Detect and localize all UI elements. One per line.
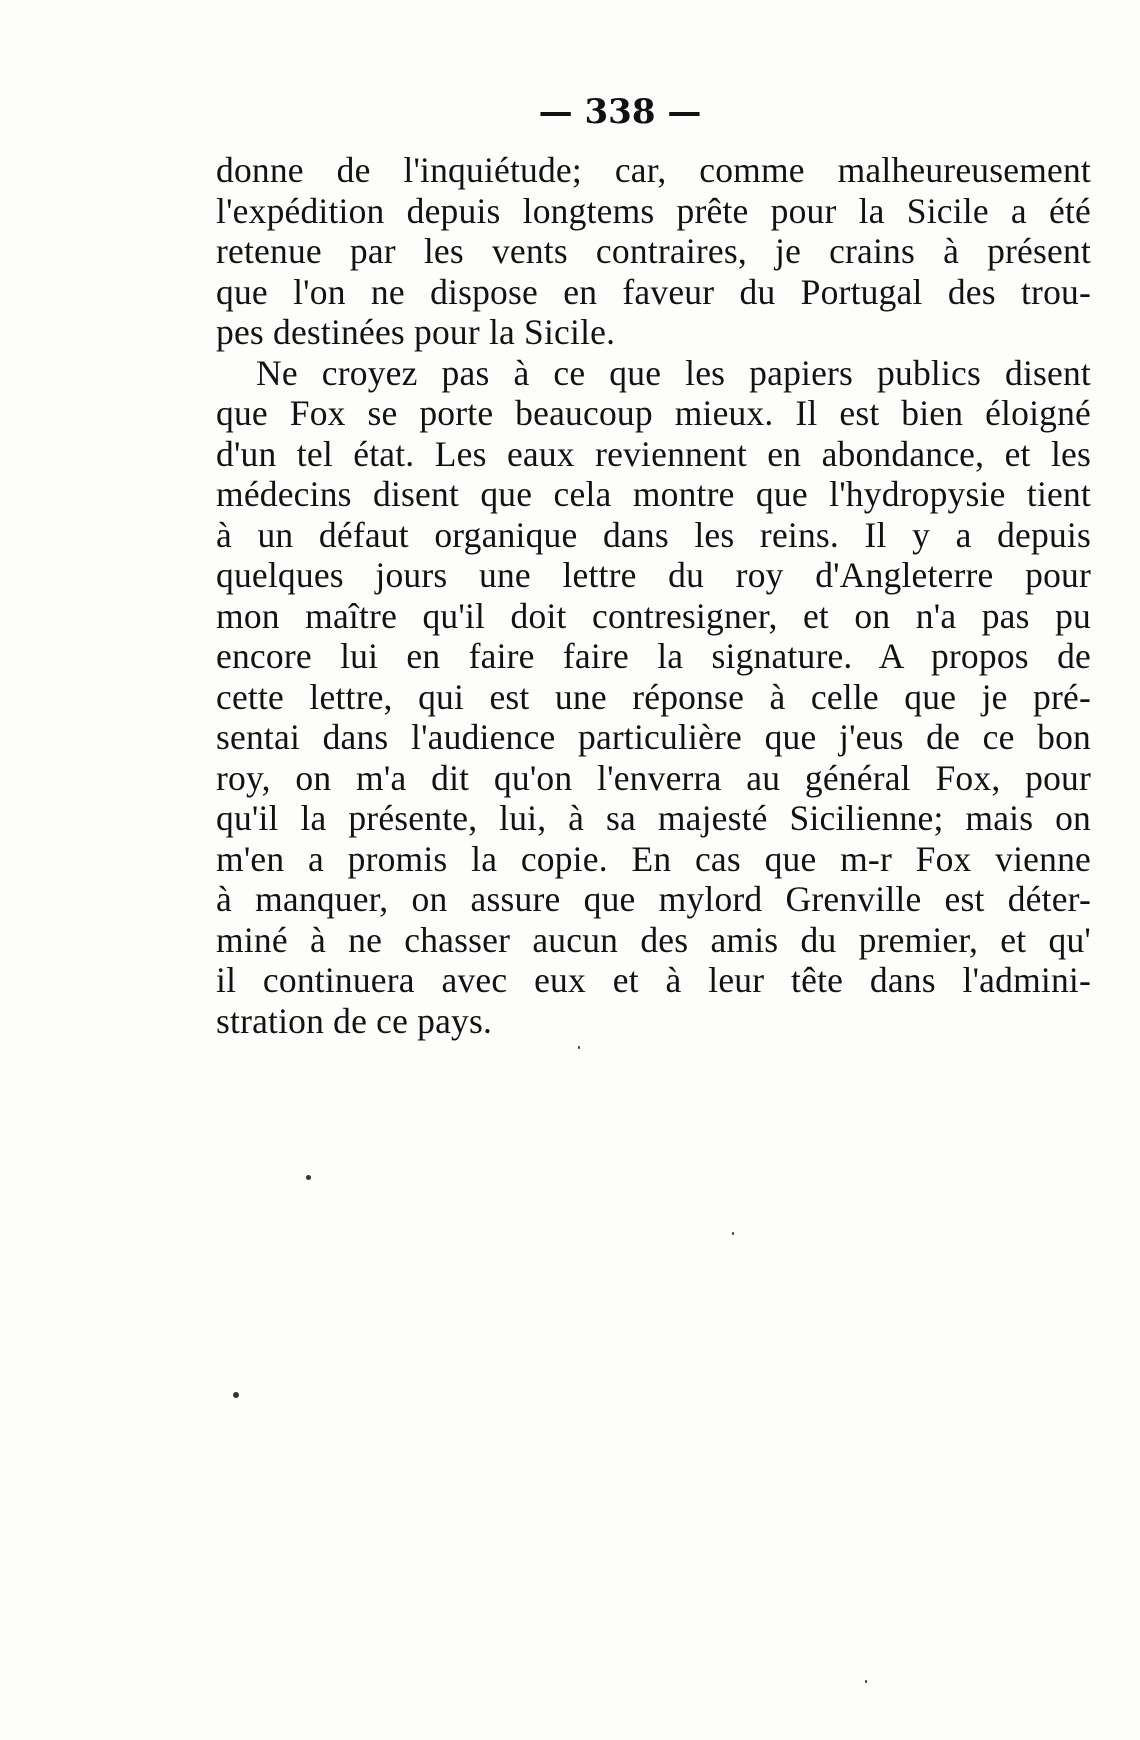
text-line: l'expédition depuis longtems prête pour la Sicile a été — [216, 190, 1091, 231]
scan-speck — [865, 1680, 867, 1683]
text-line: quelques jours une lettre du roy d'Angleterre pour — [216, 555, 1091, 595]
scan-speck — [306, 1175, 311, 1180]
text-line: d'un tel état. Les eaux reviennent en abondance, et les — [216, 433, 1091, 474]
text-line: il continuera avec eux et à leur tête dans l'admini- — [216, 960, 1091, 1000]
text-line: à un défaut organique dans les reins. Il y a depuis — [216, 514, 1091, 555]
text-line: pes destinées pour la Sicile. — [216, 312, 616, 352]
text-line: sentai dans l'audience particulière que j'eus de ce bon — [216, 717, 1091, 757]
text-line: donne de l'inquiétude; car, comme malheureusement — [216, 150, 1091, 190]
text-line: mon maître qu'il doit contresigner, et on n'a pas pu — [216, 595, 1091, 636]
text-line: stration de ce pays. — [216, 1000, 493, 1041]
scan-speck — [233, 1392, 239, 1398]
text-line: qu'il la présente, lui, à sa majesté Sicilienne; mais on — [216, 798, 1091, 838]
text-line: Ne croyez pas à ce que les papiers publics disent — [256, 352, 1091, 393]
body-text — [216, 150, 1091, 1041]
scan-speck — [578, 1046, 580, 1049]
text-line: miné à ne chasser aucun des amis du premier, et qu' — [216, 919, 1091, 960]
text-line: roy, on m'a dit qu'on l'enverra au général Fox, pour — [216, 757, 1091, 798]
text-line: retenue par les vents contraires, je crains à présent — [216, 231, 1091, 271]
text-line: médecins disent que cela montre que l'hydropysie tient — [216, 474, 1091, 514]
text-line: que Fox se porte beaucoup mieux. Il est bien éloigné — [216, 393, 1091, 433]
text-line: cette lettre, qui est une réponse à celle que je pré- — [216, 676, 1091, 717]
text-line: que l'on ne dispose en faveur du Portugal des trou- — [216, 271, 1091, 312]
text-line: à manquer, on assure que mylord Grenville est déter- — [216, 879, 1091, 919]
text-line: m'en a promis la copie. En cas que m-r Fox vienne — [216, 838, 1091, 879]
page-number: — 338 — — [538, 92, 702, 132]
text-line: encore lui en faire faire la signature. A propos de — [216, 636, 1091, 676]
scan-speck — [732, 1232, 734, 1235]
